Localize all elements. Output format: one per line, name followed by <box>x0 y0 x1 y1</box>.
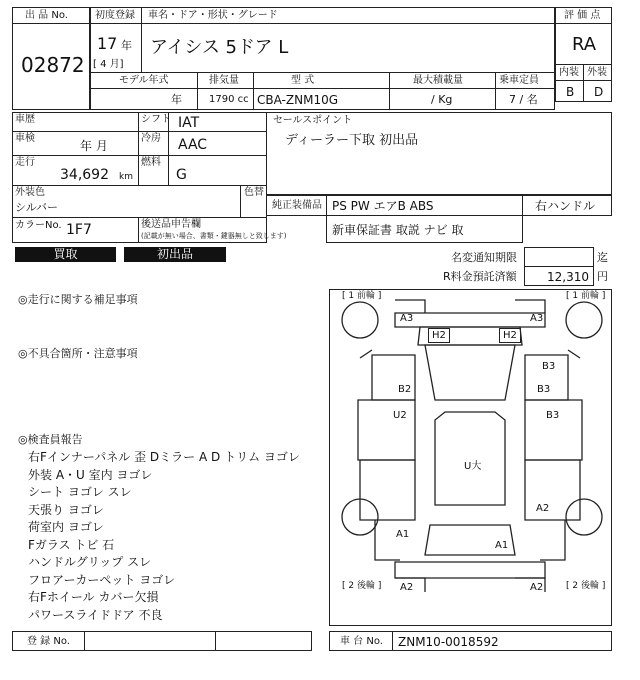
interior-label-cell <box>555 64 584 81</box>
lot-no-label: 出 品 No. <box>25 10 68 21</box>
mileage-value: 34,692 <box>60 167 109 183</box>
car-name: アイシス 5ドア L <box>150 37 289 58</box>
exterior-label-cell <box>583 64 612 81</box>
equip-label-cell <box>266 195 327 216</box>
inspector-line: パワースライドドア 不良 <box>28 607 163 622</box>
name-change-box <box>524 247 594 267</box>
recycle-value: 12,310 <box>547 270 589 284</box>
registration-label: 登 録 No. <box>27 636 70 647</box>
mark-a2-bottom-left: A2 <box>400 582 414 593</box>
chassis-row <box>329 631 612 651</box>
history-label: 車歴 <box>15 114 35 125</box>
mark-u-large: U大 <box>464 461 482 472</box>
displacement: 1790 cc <box>209 94 249 105</box>
sales-point-box <box>266 112 612 195</box>
inspector-line: 右Fホイール カバー欠損 <box>28 590 159 604</box>
driving-heading: ◎走行に関する補足事項 <box>18 293 138 306</box>
eval-score-cell <box>555 23 612 65</box>
fuel-value: G <box>176 167 187 183</box>
chassis-label: 車 台 No. <box>340 636 383 647</box>
docs-cell <box>326 215 523 243</box>
eval-score: RA <box>572 34 597 55</box>
inspector-line: 外装 A・U 室内 ヨゴレ <box>28 467 153 482</box>
max-load: / Kg <box>431 93 453 106</box>
lot-no-cell <box>12 23 90 110</box>
mark-h2-right: H2 <box>503 330 517 341</box>
equip-value-cell <box>326 195 523 216</box>
shift-value: IAT <box>178 115 200 131</box>
capacity: 7 / 名 <box>509 93 538 106</box>
recycle-box <box>524 266 594 286</box>
model-code-label: 型 式 <box>291 75 315 86</box>
lot-no: 02872 <box>21 53 85 77</box>
fuel-label: 燃料 <box>141 157 161 168</box>
name-change-suffix: 迄 <box>597 251 608 264</box>
name-change-label: 名変通知期限 <box>451 251 517 264</box>
interior-score: B <box>566 85 575 99</box>
model-year-unit: 年 <box>171 93 182 106</box>
color-no-value: 1F7 <box>66 222 92 238</box>
registration-row <box>12 631 312 651</box>
inspector-line: 右Fインナーパネル 歪 Dミラー A D トリム ヨゴレ <box>28 450 300 464</box>
recycle-suffix: 円 <box>597 270 608 283</box>
first-reg-month: [ 4 月] <box>93 59 124 70</box>
post-docs-note: (記載が無い場合、書類・鍵器無しと致します) <box>141 232 287 240</box>
car-name-label-cell <box>141 7 555 24</box>
exterior-score-cell <box>583 80 612 102</box>
mark-b3-lower: B3 <box>546 410 560 421</box>
color-no-label: カラーNo. <box>15 220 62 231</box>
exterior-label: 外装 <box>587 67 607 78</box>
docs-value: 新車保証書 取説 ナビ 取 <box>332 223 464 237</box>
h2-left-box <box>428 328 450 343</box>
corner-label-tl: [ 1 前輪 ] <box>342 291 382 301</box>
buy-label: 買取 <box>15 247 116 262</box>
genuine-equip-label: 純正装備品 <box>272 200 322 211</box>
ext-color-label: 外装色 <box>15 187 45 198</box>
mark-a2-bottom-right: A2 <box>530 582 544 593</box>
interior-label: 内装 <box>559 67 579 78</box>
post-docs-label: 後送品申告欄 <box>141 219 201 230</box>
ac-label: 冷房 <box>141 133 161 144</box>
interior-score-cell <box>555 80 584 102</box>
year-unit: 年 <box>121 39 132 52</box>
sales-point-label: セールスポイント <box>273 115 353 126</box>
first-listing-label: 初出品 <box>124 247 226 262</box>
mark-a3-right: A3 <box>530 313 544 324</box>
ac-value: AAC <box>178 137 208 153</box>
mark-a3-left: A3 <box>400 313 414 324</box>
first-reg-cell <box>90 23 142 73</box>
spec-label-row <box>90 72 555 89</box>
first-reg-year: 17 <box>97 34 118 53</box>
inspection-label: 車検 <box>15 133 35 144</box>
spec-value-row <box>90 88 555 110</box>
defects-heading: ◎不具合箇所・注意事項 <box>18 347 138 360</box>
mark-a1-center: A1 <box>495 540 509 551</box>
inspector-line: Fガラス トビ 石 <box>28 537 115 552</box>
first-reg-label-cell <box>90 7 142 24</box>
first-reg-label: 初度登録 <box>95 10 135 21</box>
mark-b2: B2 <box>398 384 412 395</box>
repaint-label: 色替 <box>244 187 264 198</box>
mark-h2-left: H2 <box>432 330 446 341</box>
lot-no-label-cell <box>12 7 90 24</box>
inspector-line: 天張り ヨゴレ <box>28 502 104 517</box>
spec-divider-2 <box>253 72 254 110</box>
chassis-value: ZNM10-0018592 <box>398 635 499 649</box>
model-code: CBA-ZNM10G <box>257 93 339 107</box>
inspector-line: 荷室内 ヨゴレ <box>28 520 104 534</box>
spec-divider-3 <box>389 72 390 110</box>
eval-label-cell <box>555 7 612 24</box>
displacement-label: 排気量 <box>209 75 239 86</box>
mark-a2-right: A2 <box>536 503 550 514</box>
corner-label-tr: [ 1 前輪 ] <box>566 291 606 301</box>
inspector-line: シート ヨゴレ スレ <box>28 485 132 499</box>
corner-label-bl: [ 2 後輪 ] <box>342 581 382 591</box>
car-name-cell <box>141 23 555 73</box>
mark-b3-top: B3 <box>542 361 556 372</box>
recycle-label: R料金預託済額 <box>443 270 517 283</box>
model-year-label: モデル年式 <box>119 75 169 86</box>
inspector-heading: ◎検査員報告 <box>18 433 83 446</box>
ext-color-value: シルバー <box>15 201 58 214</box>
inspection-value: 年 月 <box>80 139 108 153</box>
max-load-label: 最大積載量 <box>413 75 463 86</box>
mileage-label: 走行 <box>15 157 35 168</box>
shift-label: シフト <box>141 114 171 125</box>
exterior-score: D <box>594 85 604 99</box>
steering-cell <box>522 195 612 216</box>
car-diagram <box>329 289 612 626</box>
mileage-unit: km <box>119 172 133 182</box>
h2-right-box <box>499 328 521 343</box>
mark-u2: U2 <box>393 410 407 421</box>
inspector-report-list <box>28 449 328 624</box>
inspector-line: フロアーカーペット ヨゴレ <box>28 572 176 587</box>
spec-divider-4 <box>495 72 496 110</box>
mark-b3-mid: B3 <box>537 384 551 395</box>
steering-value: 右ハンドル <box>535 199 596 213</box>
inspector-line: ハンドルグリップ スレ <box>28 555 152 569</box>
sales-point-value: ディーラー下取 初出品 <box>285 133 419 148</box>
mark-a1-left: A1 <box>396 529 410 540</box>
spec-divider-1 <box>197 72 198 110</box>
corner-label-br: [ 2 後輪 ] <box>566 581 606 591</box>
capacity-label: 乗車定員 <box>499 75 539 86</box>
genuine-equip-value: PS PW エアB ABS <box>332 199 434 213</box>
eval-label: 評 価 点 <box>564 10 601 21</box>
car-name-label: 車名・ドア・形状・グレード <box>148 10 278 21</box>
